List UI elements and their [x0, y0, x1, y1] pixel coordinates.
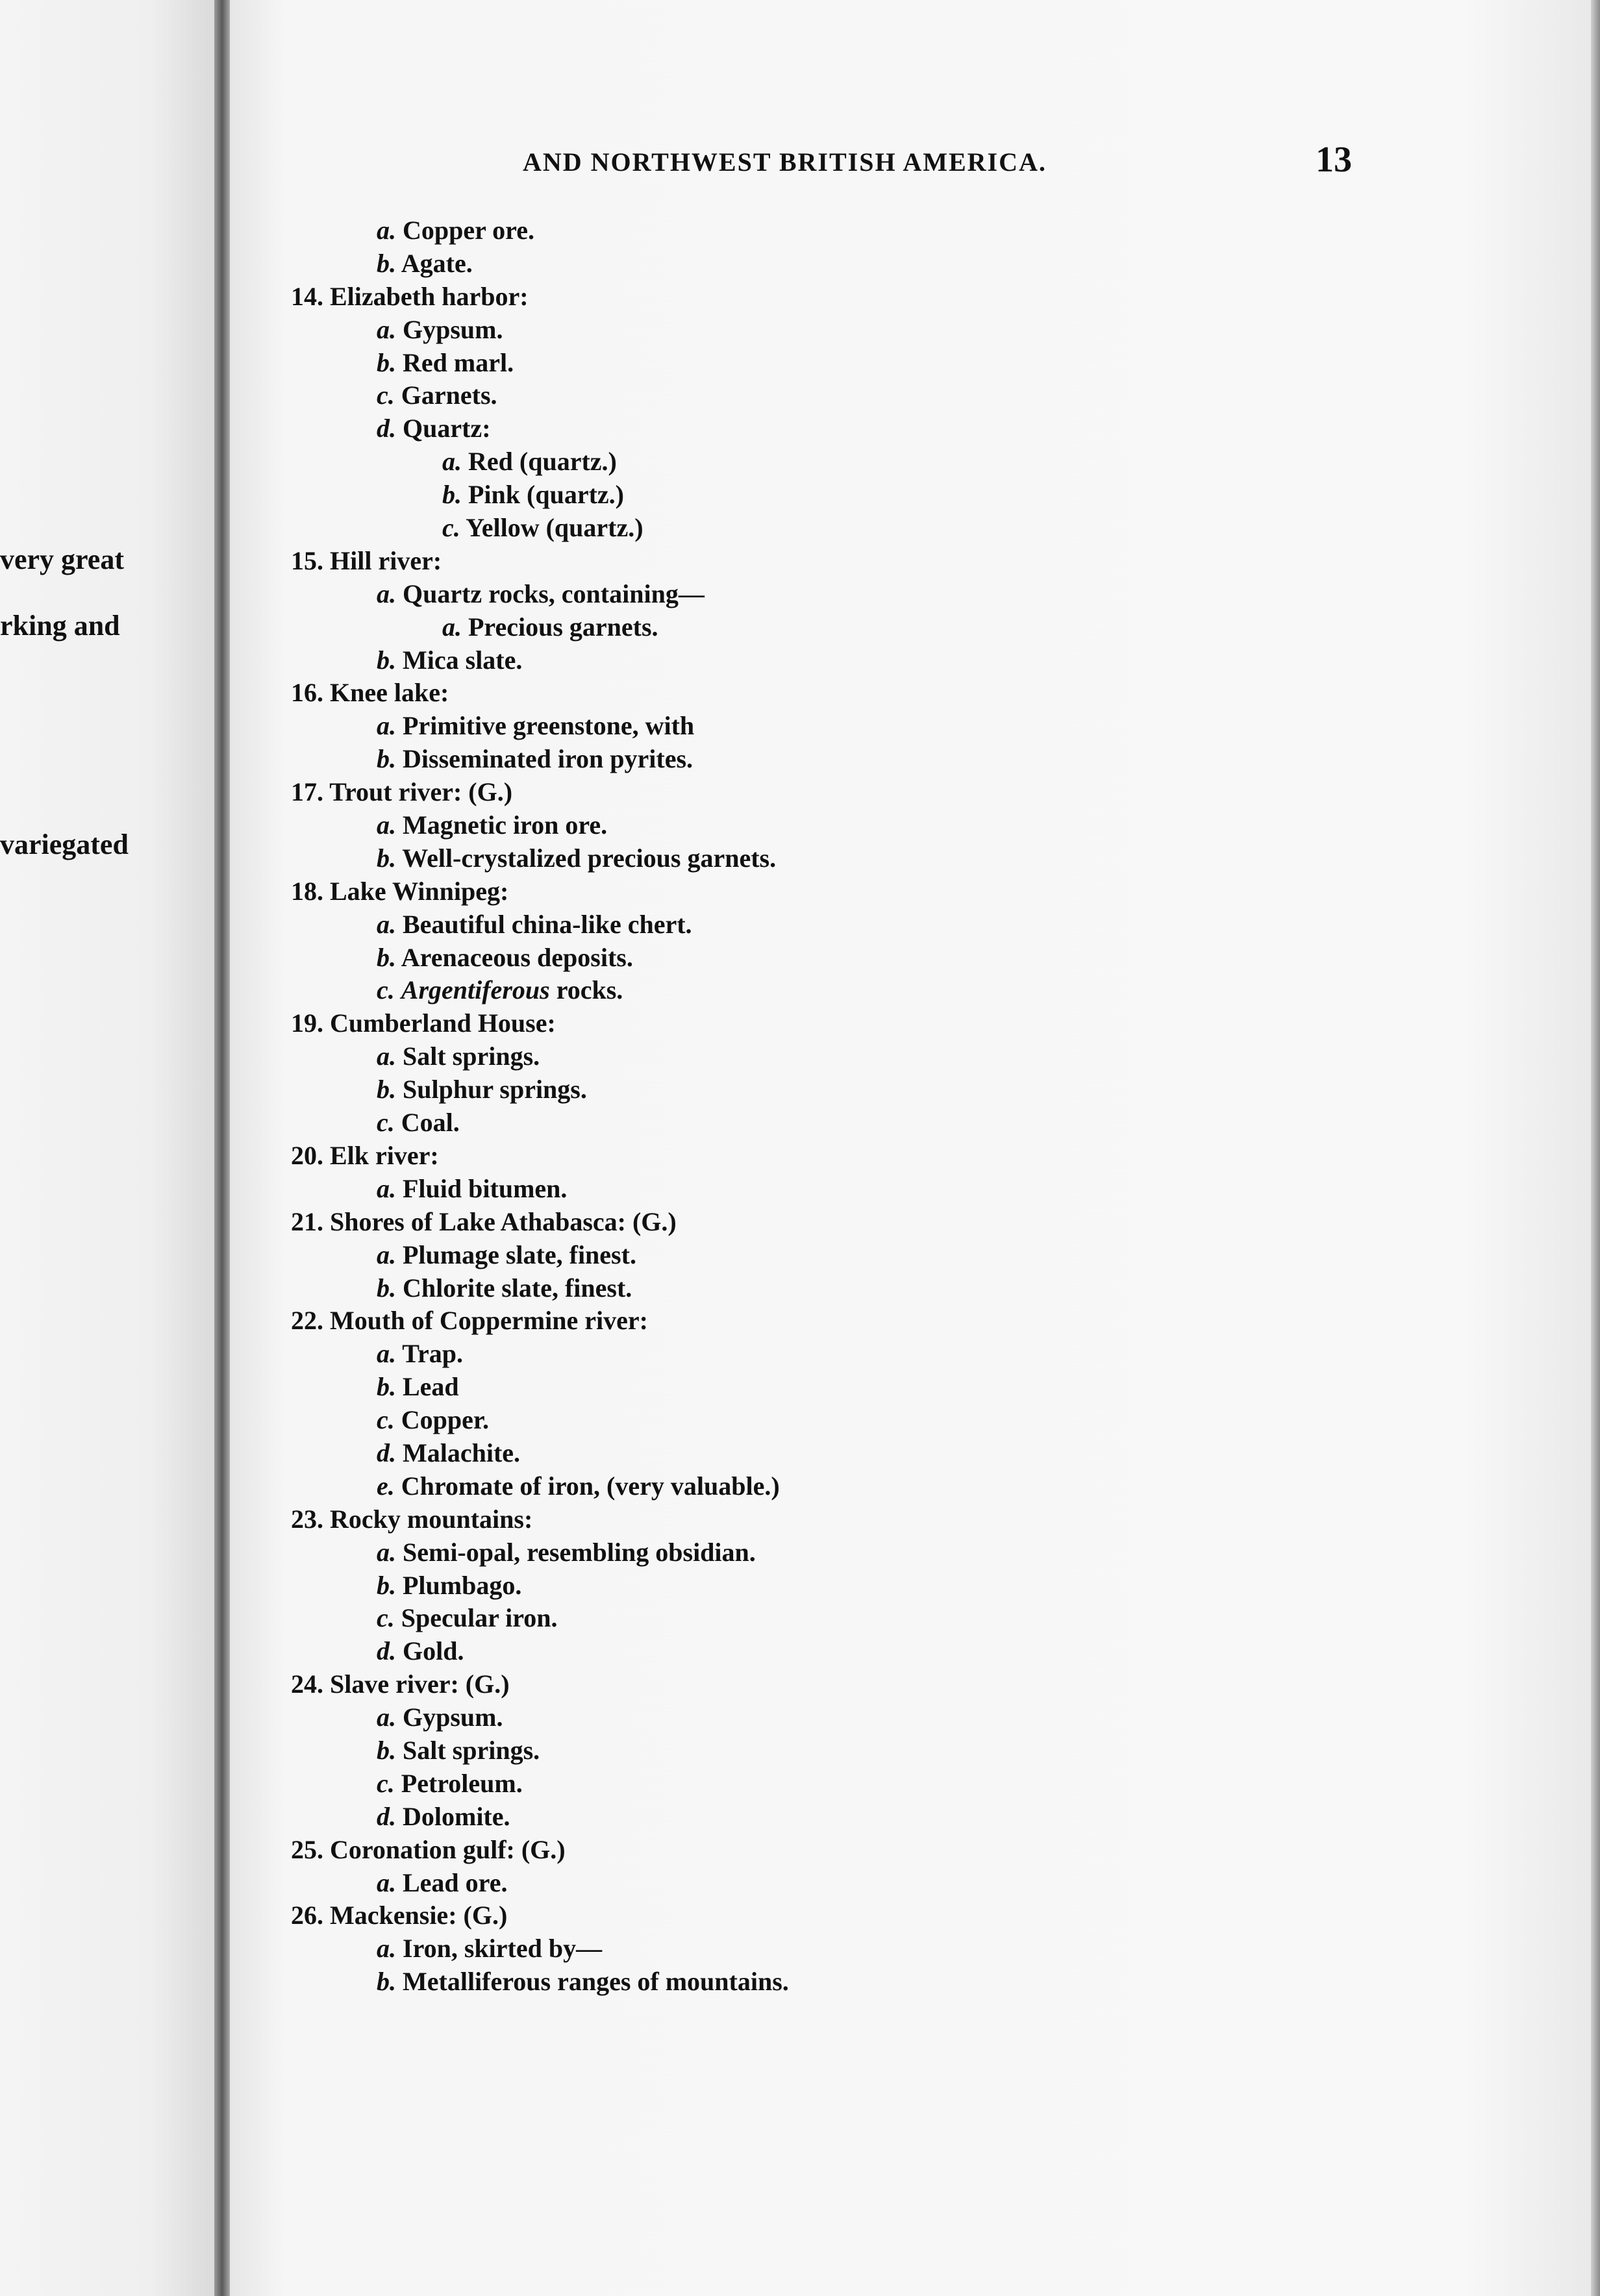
item-letter: b. — [377, 645, 396, 675]
item-letter: b. — [377, 744, 396, 774]
item-letter: a. — [442, 447, 462, 477]
item-letter: b. — [377, 1372, 396, 1402]
locality-name: Mouth of Coppermine river: — [330, 1306, 648, 1336]
mineral-item — [291, 1569, 1330, 1603]
facing-page-fragment: very great — [0, 543, 124, 575]
locality-number: 16. — [291, 678, 323, 708]
item-letter: a. — [377, 1240, 396, 1269]
item-letter: a. — [377, 216, 396, 245]
mineral-item — [291, 1173, 1330, 1206]
locality-name: Trout river: (G.) — [329, 777, 513, 807]
mineral-item — [291, 1867, 1330, 1900]
mineral-item — [291, 1272, 1330, 1305]
mineral-name: Iron, skirted by— — [403, 1934, 603, 1964]
facing-page — [0, 0, 214, 2296]
item-letter: a. — [377, 909, 396, 939]
mineral-name: Semi-opal, resembling obsidian. — [403, 1537, 756, 1567]
page-number: 13 — [1316, 140, 1352, 180]
mineral-item — [291, 842, 1330, 875]
item-letter: a. — [377, 579, 396, 608]
mineral-name: Petroleum. — [401, 1768, 523, 1798]
mineral-name: Gold. — [403, 1636, 464, 1666]
mineral-name: Lead — [403, 1372, 459, 1402]
item-letter: a. — [377, 1867, 396, 1897]
mineral-item — [291, 1932, 1330, 1965]
mineral-name: Plumbago. — [403, 1570, 522, 1600]
mineral-item — [291, 445, 1330, 479]
item-letter: c. — [377, 1768, 395, 1798]
mineral-name: Salt springs. — [403, 1735, 540, 1765]
mineral-item — [291, 1040, 1330, 1073]
locality-name: Elk river: — [330, 1140, 439, 1170]
locality-name: Lake Winnipeg: — [330, 876, 509, 906]
item-letter: b. — [377, 1735, 396, 1765]
mineral-item — [291, 1239, 1330, 1272]
mineral-name: Coal. — [401, 1108, 460, 1138]
item-letter: a. — [377, 1042, 396, 1071]
mineral-item — [291, 314, 1330, 347]
mineral-item — [291, 479, 1330, 512]
locality-heading — [291, 1304, 1330, 1338]
mineral-item — [291, 1073, 1330, 1106]
mineral-item — [291, 1437, 1330, 1470]
locality-name: Mackensie: (G.) — [330, 1901, 508, 1930]
mineral-name: Garnets. — [401, 381, 497, 410]
mineral-item — [291, 247, 1330, 281]
mineral-name: Dolomite. — [403, 1801, 510, 1831]
mineral-name: rocks. — [549, 975, 623, 1005]
mineral-item — [291, 1404, 1330, 1437]
item-letter: a. — [377, 1339, 396, 1369]
locality-name: Shores of Lake Athabasca: (G.) — [330, 1206, 677, 1236]
item-letter: a. — [442, 612, 462, 642]
locality-heading — [291, 677, 1330, 710]
locality-number: 18. — [291, 876, 323, 906]
locality-number: 14. — [291, 281, 323, 311]
item-letter: c. — [377, 1405, 395, 1435]
mineral-name: Specular iron. — [401, 1603, 558, 1633]
locality-name: Coronation gulf: (G.) — [330, 1834, 566, 1864]
mineral-item — [291, 974, 1330, 1007]
mineral-name: Lead ore. — [403, 1867, 508, 1897]
mineral-name: Arenaceous deposits. — [401, 942, 633, 972]
mineral-item — [291, 512, 1330, 545]
mineral-item — [291, 942, 1330, 975]
mineral-name: Metalliferous ranges of mountains. — [403, 1967, 789, 1997]
locality-name: Knee lake: — [330, 678, 449, 708]
mineral-item — [291, 1602, 1330, 1635]
mineral-item — [291, 1965, 1330, 1999]
locality-heading — [291, 1503, 1330, 1536]
locality-heading — [291, 1668, 1330, 1701]
locality-heading — [291, 1007, 1330, 1040]
mineral-name: Copper ore. — [403, 216, 534, 245]
locality-name: Hill river: — [330, 545, 442, 575]
mineral-name: Malachite. — [403, 1438, 521, 1467]
locality-heading — [291, 1140, 1330, 1173]
item-letter: a. — [377, 810, 396, 840]
item-letter: b. — [442, 480, 462, 510]
item-letter: a. — [377, 1703, 396, 1732]
mineral-item — [291, 412, 1330, 445]
item-letter: a. — [377, 1173, 396, 1203]
mineral-name: Red marl. — [403, 347, 514, 377]
locality-number: 21. — [291, 1206, 323, 1236]
mineral-item — [291, 1801, 1330, 1834]
mineral-name: Yellow (quartz.) — [466, 513, 644, 543]
mineral-name: Gypsum. — [403, 1703, 503, 1732]
locality-number: 22. — [291, 1306, 323, 1336]
locality-number: 26. — [291, 1901, 323, 1930]
mineral-item — [291, 1470, 1330, 1503]
mineral-name: Trap. — [402, 1339, 463, 1369]
locality-name: Elizabeth harbor: — [330, 281, 529, 311]
mineral-name: Precious garnets. — [468, 612, 658, 642]
mineral-item — [291, 611, 1330, 644]
locality-number: 23. — [291, 1504, 323, 1534]
locality-name: Cumberland House: — [330, 1008, 556, 1038]
mineral-name: Quartz rocks, containing— — [403, 579, 705, 608]
mineral-item — [291, 743, 1330, 776]
locality-number: 20. — [291, 1140, 323, 1170]
item-letter: b. — [377, 1570, 396, 1600]
locality-heading — [291, 776, 1330, 809]
mineral-item — [291, 809, 1330, 842]
item-letter: d. — [377, 1438, 396, 1467]
mineral-name: Chlorite slate, finest. — [403, 1273, 632, 1303]
mineral-name: Mica slate. — [403, 645, 523, 675]
running-head: AND NORTHWEST BRITISH AMERICA. — [523, 147, 1047, 177]
mineral-name: Beautiful china-like chert. — [403, 909, 692, 939]
mineral-item — [291, 1767, 1330, 1801]
locality-name: Slave river: (G.) — [330, 1669, 510, 1699]
mineral-name: Quartz: — [403, 414, 491, 443]
locality-number: 24. — [291, 1669, 323, 1699]
item-letter: a. — [377, 1537, 396, 1567]
mineral-name: Agate. — [401, 248, 473, 278]
mineral-item — [291, 1371, 1330, 1404]
item-letter: c. — [377, 1108, 395, 1138]
mineral-list — [291, 214, 1330, 1999]
mineral-item — [291, 1338, 1330, 1371]
mineral-name: Plumage slate, finest. — [403, 1240, 636, 1269]
item-letter: b. — [377, 1967, 396, 1997]
mineral-item — [291, 1536, 1330, 1569]
mineral-item — [291, 1635, 1330, 1668]
item-letter: c. — [377, 1603, 395, 1633]
book-gutter — [214, 0, 230, 2296]
mineral-name: Fluid bitumen. — [403, 1173, 568, 1203]
item-letter: a. — [377, 1934, 396, 1964]
mineral-item — [291, 578, 1330, 611]
mineral-item — [291, 1106, 1330, 1140]
item-letter: c. — [377, 975, 395, 1005]
locality-heading — [291, 545, 1330, 578]
item-letter: b. — [377, 1273, 396, 1303]
item-letter: d. — [377, 414, 396, 443]
mineral-name: Magnetic iron ore. — [403, 810, 608, 840]
facing-page-fragment: variegated — [0, 829, 129, 860]
mineral-name: Gypsum. — [403, 314, 503, 344]
item-letter: a. — [377, 314, 396, 344]
mineral-item — [291, 214, 1330, 247]
item-letter: b. — [377, 843, 396, 873]
italic-word: Argentiferous — [401, 975, 550, 1005]
mineral-item — [291, 379, 1330, 412]
mineral-name: Sulphur springs. — [403, 1075, 587, 1104]
mineral-name: Well-crystalized precious garnets. — [402, 843, 777, 873]
locality-number: 19. — [291, 1008, 323, 1038]
mineral-name: Disseminated iron pyrites. — [403, 744, 694, 774]
locality-number: 25. — [291, 1834, 323, 1864]
item-letter: d. — [377, 1801, 396, 1831]
item-letter: b. — [377, 248, 396, 278]
locality-heading — [291, 1834, 1330, 1867]
mineral-name: Copper. — [401, 1405, 489, 1435]
item-letter: a. — [377, 711, 396, 741]
item-letter: b. — [377, 1075, 396, 1104]
mineral-item — [291, 710, 1330, 743]
mineral-item — [291, 908, 1330, 942]
mineral-name: Primitive greenstone, with — [403, 711, 695, 741]
item-letter: b. — [377, 942, 396, 972]
mineral-item — [291, 347, 1330, 380]
item-letter: c. — [442, 513, 460, 543]
locality-number: 17. — [291, 777, 323, 807]
locality-heading — [291, 875, 1330, 908]
mineral-item — [291, 644, 1330, 677]
item-letter: d. — [377, 1636, 396, 1666]
mineral-name: Chromate of iron, (very valuable.) — [401, 1471, 780, 1501]
mineral-item — [291, 1734, 1330, 1767]
mineral-name: Pink (quartz.) — [468, 480, 624, 510]
locality-heading — [291, 1899, 1330, 1932]
mineral-name: Salt springs. — [403, 1042, 540, 1071]
page-edge — [1591, 0, 1600, 2296]
locality-heading — [291, 281, 1330, 314]
mineral-name: Red (quartz.) — [468, 447, 617, 477]
item-letter: b. — [377, 347, 396, 377]
locality-name: Rocky mountains: — [330, 1504, 533, 1534]
locality-number: 15. — [291, 545, 323, 575]
item-letter: e. — [377, 1471, 395, 1501]
mineral-item — [291, 1701, 1330, 1734]
item-letter: c. — [377, 381, 395, 410]
locality-heading — [291, 1206, 1330, 1239]
facing-page-fragment: rking and — [0, 610, 120, 642]
